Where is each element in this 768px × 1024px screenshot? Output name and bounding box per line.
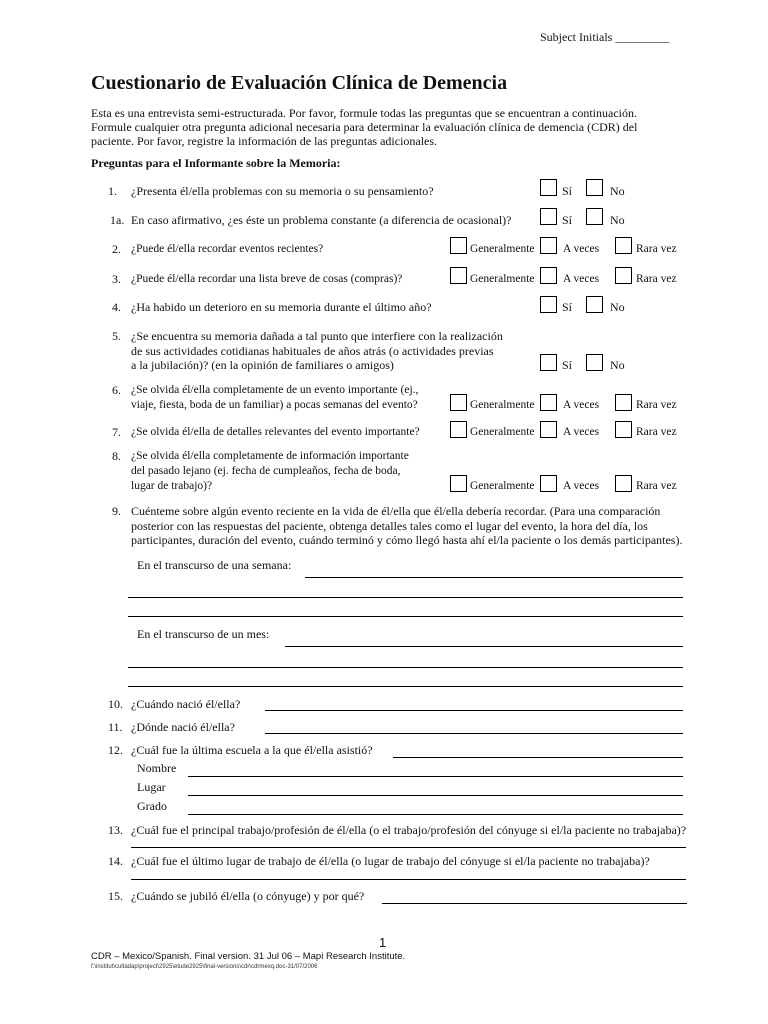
page-number: 1 bbox=[379, 935, 387, 950]
q1-no-label: No bbox=[610, 184, 625, 198]
q7-generalmente-label: Generalmente bbox=[470, 426, 535, 438]
q2-text: ¿Puede él/ella recordar eventos recientes? bbox=[131, 243, 324, 255]
q9-text-line-3: participantes, duración del evento, cuándo terminó y cómo llegó hasta ahí el/la paciente o los demás participantes). bbox=[131, 533, 683, 547]
q12-grado-label: Grado bbox=[137, 799, 167, 813]
q1-no-checkbox[interactable] bbox=[586, 179, 603, 196]
q5-text-line-2: de sus actividades cotidianas habituales de años atrás (o actividades previas bbox=[131, 344, 494, 358]
q13-text: ¿Cuál fue el principal trabajo/profesión de él/ella (o el trabajo/profesión del cónyuge si el/la paciente no trabajaba)? bbox=[131, 823, 687, 837]
q8-generalmente-checkbox[interactable] bbox=[450, 475, 467, 492]
q7-raravez-label: Rara vez bbox=[636, 426, 677, 438]
q2-number: 2. bbox=[112, 242, 121, 256]
q9-text-line-1: Cuénteme sobre algún evento reciente en la vida de él/ella que él/ella debería recordar. (Para una comparación bbox=[131, 504, 661, 518]
q8-aveces-checkbox[interactable] bbox=[540, 475, 557, 492]
q1-si-checkbox[interactable] bbox=[540, 179, 557, 196]
q9-semana-answer-line-3[interactable] bbox=[128, 616, 683, 617]
q15-answer-line[interactable] bbox=[382, 903, 687, 904]
footer-version: CDR – Mexico/Spanish. Final version. 31 Jul 06 – Mapi Research Institute. bbox=[91, 951, 406, 962]
q1a-text: En caso afirmativo, ¿es éste un problema constante (a diferencia de ocasional)? bbox=[131, 213, 512, 227]
q3-raravez-checkbox[interactable] bbox=[615, 267, 632, 284]
q5-si-label: Sí bbox=[562, 358, 573, 372]
q1-text: ¿Presenta él/ella problemas con su memoria o su pensamiento? bbox=[131, 184, 434, 198]
q3-number: 3. bbox=[112, 272, 121, 286]
q8-raravez-label: Rara vez bbox=[636, 480, 677, 492]
q6-text-line-2: viaje, fiesta, boda de un familiar) a pocas semanas del evento? bbox=[131, 399, 418, 411]
q5-text-line-1: ¿Se encuentra su memoria dañada a tal punto que interfiere con la realización bbox=[131, 329, 503, 343]
q12-answer-line[interactable] bbox=[393, 757, 683, 758]
q6-number: 6. bbox=[112, 383, 121, 397]
q13-answer-line[interactable] bbox=[131, 847, 686, 848]
q9-semana-answer-line-2[interactable] bbox=[128, 597, 683, 598]
q12-lugar-line[interactable] bbox=[188, 795, 683, 796]
q3-aveces-checkbox[interactable] bbox=[540, 267, 557, 284]
q7-aveces-label: A veces bbox=[563, 426, 600, 438]
q12-number: 12. bbox=[108, 743, 123, 757]
q5-number: 5. bbox=[112, 329, 121, 343]
q11-number: 11. bbox=[108, 720, 123, 734]
q12-nombre-line[interactable] bbox=[188, 776, 683, 777]
q7-raravez-checkbox[interactable] bbox=[615, 421, 632, 438]
q6-generalmente-checkbox[interactable] bbox=[450, 394, 467, 411]
q8-generalmente-label: Generalmente bbox=[470, 480, 535, 492]
q1a-si-label: Sí bbox=[562, 213, 573, 227]
q7-text: ¿Se olvida él/ella de detalles relevantes del evento importante? bbox=[131, 426, 420, 438]
intro-line-3: paciente. Por favor, registre la información de las preguntas adicionales. bbox=[91, 134, 438, 148]
q15-text: ¿Cuándo se jubiló él/ella (o cónyuge) y por qué? bbox=[131, 889, 365, 903]
q9-mes-answer-line-1[interactable] bbox=[285, 646, 683, 647]
subject-initials: Subject Initials _________ bbox=[540, 30, 670, 44]
q9-mes-answer-line-2[interactable] bbox=[128, 667, 683, 668]
q8-number: 8. bbox=[112, 449, 121, 463]
q4-no-label: No bbox=[610, 300, 625, 314]
q10-number: 10. bbox=[108, 697, 123, 711]
q9-semana-label: En el transcurso de una semana: bbox=[137, 558, 292, 572]
q4-si-label: Sí bbox=[562, 300, 573, 314]
q12-text: ¿Cuál fue la última escuela a la que él/ella asistió? bbox=[131, 743, 373, 757]
intro-line-2: Formule cualquier otra pregunta adicional necesaria para determinar la evaluación clínica de demencia (CDR) del bbox=[91, 120, 638, 134]
q1a-number: 1a. bbox=[110, 213, 125, 227]
q10-answer-line[interactable] bbox=[265, 710, 683, 711]
q12-nombre-label: Nombre bbox=[137, 761, 177, 775]
q15-number: 15. bbox=[108, 889, 123, 903]
q4-number: 4. bbox=[112, 300, 121, 314]
q13-number: 13. bbox=[108, 823, 123, 837]
q2-raravez-label: Rara vez bbox=[636, 243, 677, 255]
q6-raravez-label: Rara vez bbox=[636, 399, 677, 411]
q7-aveces-checkbox[interactable] bbox=[540, 421, 557, 438]
q8-text-line-3: lugar de trabajo)? bbox=[131, 480, 213, 492]
q6-text-line-1: ¿Se olvida él/ella completamente de un evento importante (ej., bbox=[131, 384, 419, 396]
footer-filepath: f:\institut\cultadap\project\2925\etude2925\final-versions\cdr\cdrmexq.doc-31/07/2006 bbox=[91, 964, 318, 970]
q1a-no-checkbox[interactable] bbox=[586, 208, 603, 225]
q2-generalmente-checkbox[interactable] bbox=[450, 237, 467, 254]
q8-text-line-1: ¿Se olvida él/ella completamente de información importante bbox=[131, 450, 409, 462]
q2-raravez-checkbox[interactable] bbox=[615, 237, 632, 254]
intro-line-1: Esta es una entrevista semi-estructurada. Por favor, formule todas las preguntas que se encuentran a continuación. bbox=[91, 106, 637, 120]
q8-aveces-label: A veces bbox=[563, 480, 600, 492]
q8-text-line-2: del pasado lejano (ej. fecha de cumpleaños, fecha de boda, bbox=[131, 465, 401, 477]
q1a-no-label: No bbox=[610, 213, 625, 227]
q5-no-label: No bbox=[610, 358, 625, 372]
q3-generalmente-label: Generalmente bbox=[470, 273, 535, 285]
q5-no-checkbox[interactable] bbox=[586, 354, 603, 371]
section-heading: Preguntas para el Informante sobre la Memoria: bbox=[91, 156, 341, 170]
q5-si-checkbox[interactable] bbox=[540, 354, 557, 371]
q2-aveces-checkbox[interactable] bbox=[540, 237, 557, 254]
q3-raravez-label: Rara vez bbox=[636, 273, 677, 285]
q9-number: 9. bbox=[112, 504, 121, 518]
q10-text: ¿Cuándo nació él/ella? bbox=[131, 697, 241, 711]
q5-text-line-3: a la jubilación)? (en la opinión de familiares o amigos) bbox=[131, 358, 394, 372]
q6-aveces-checkbox[interactable] bbox=[540, 394, 557, 411]
q1-si-label: Sí bbox=[562, 184, 573, 198]
q11-answer-line[interactable] bbox=[265, 733, 683, 734]
q2-generalmente-label: Generalmente bbox=[470, 243, 535, 255]
q14-text: ¿Cuál fue el último lugar de trabajo de él/ella (o lugar de trabajo del cónyuge si el/la paciente no trabajaba)? bbox=[131, 854, 650, 868]
page-title: Cuestionario de Evaluación Clínica de Demencia bbox=[91, 72, 508, 94]
q12-lugar-label: Lugar bbox=[137, 780, 166, 794]
q9-mes-label: En el transcurso de un mes: bbox=[137, 627, 270, 641]
q3-generalmente-checkbox[interactable] bbox=[450, 267, 467, 284]
q9-text-line-2: posterior con las respuestas del paciente, obtenga detalles tales como el lugar del evento, la hora del día, los bbox=[131, 519, 648, 533]
q6-generalmente-label: Generalmente bbox=[470, 399, 535, 411]
q4-no-checkbox[interactable] bbox=[586, 296, 603, 313]
q9-semana-answer-line-1[interactable] bbox=[305, 577, 683, 578]
q7-generalmente-checkbox[interactable] bbox=[450, 421, 467, 438]
q4-si-checkbox[interactable] bbox=[540, 296, 557, 313]
q14-answer-line[interactable] bbox=[131, 879, 686, 880]
q6-raravez-checkbox[interactable] bbox=[615, 394, 632, 411]
q3-text: ¿Puede él/ella recordar una lista breve de cosas (compras)? bbox=[131, 273, 403, 285]
q1-number: 1. bbox=[108, 184, 117, 198]
q2-aveces-label: A veces bbox=[563, 243, 600, 255]
q8-raravez-checkbox[interactable] bbox=[615, 475, 632, 492]
q14-number: 14. bbox=[108, 854, 123, 868]
q6-aveces-label: A veces bbox=[563, 399, 600, 411]
q7-number: 7. bbox=[112, 425, 121, 439]
q9-mes-answer-line-3[interactable] bbox=[128, 686, 683, 687]
q11-text: ¿Dónde nació él/ella? bbox=[131, 720, 235, 734]
q1a-si-checkbox[interactable] bbox=[540, 208, 557, 225]
q4-text: ¿Ha habido un deterioro en su memoria durante el último año? bbox=[131, 300, 432, 314]
q3-aveces-label: A veces bbox=[563, 273, 600, 285]
q12-grado-line[interactable] bbox=[188, 814, 683, 815]
